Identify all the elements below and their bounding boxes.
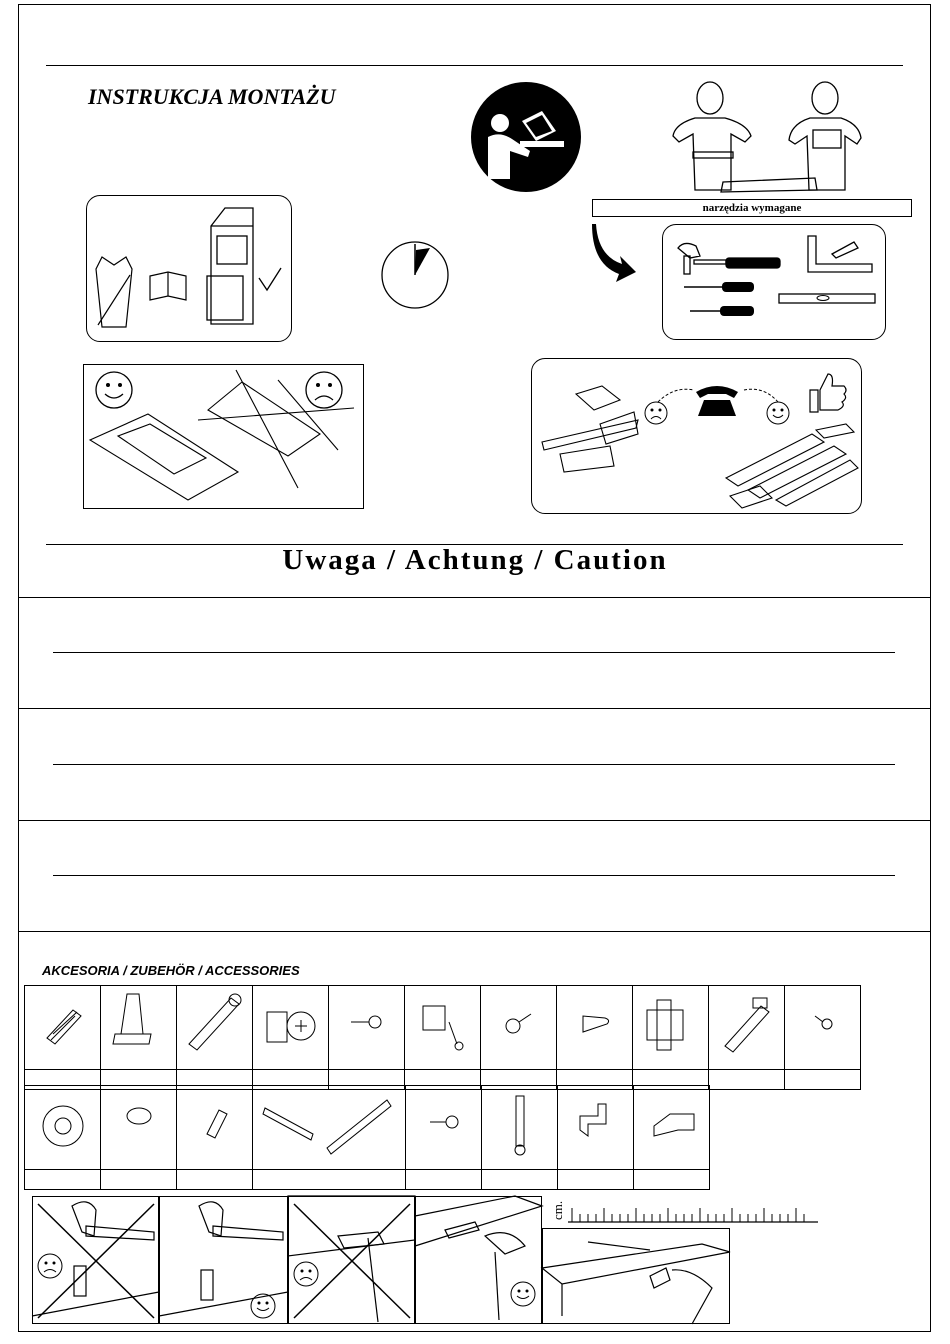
hammer-side-wrong-illustration [288, 1196, 415, 1324]
sad-face-icon [294, 1262, 318, 1286]
accessories-grid-row1 [24, 985, 861, 1090]
leg-cell [101, 986, 177, 1070]
anchor-cell [177, 986, 253, 1070]
sad-face-icon [38, 1254, 62, 1278]
anchor-bolt-icon [177, 986, 252, 1064]
section-divider [18, 931, 931, 932]
happy-face-icon [511, 1282, 535, 1306]
curved-arrow-icon [592, 222, 642, 286]
screw-icon [406, 1086, 481, 1164]
bracket-screw-cell [405, 986, 481, 1070]
writing-line [53, 652, 895, 653]
screwdriver-icon [690, 304, 760, 318]
screw-cell-2 [406, 1086, 482, 1170]
clock-icon [380, 240, 450, 310]
page-title: INSTRUKCJA MONTAŻU [88, 84, 336, 109]
writing-line [53, 875, 895, 876]
screw-icon [329, 986, 404, 1064]
hinge-clip-icon [633, 986, 708, 1064]
cover-cap-icon [25, 1086, 100, 1164]
caution-heading: Uwaga / Achtung / Caution [282, 544, 668, 576]
felt-pad-icon [101, 1086, 176, 1164]
square-ruler-icon [806, 234, 876, 274]
read-instructions-icon [470, 81, 582, 193]
shelf-support-icon [557, 986, 632, 1064]
top-rule [46, 65, 903, 66]
writing-line [53, 764, 895, 765]
shelf-support-cell [557, 986, 633, 1070]
countersunk-screw-icon [481, 986, 556, 1064]
accessories-heading: AKCESORIA / ZUBEHÖR / ACCESSORIES [42, 963, 300, 978]
manual-book-icon [148, 270, 188, 304]
pin-cell [177, 1086, 253, 1170]
bracket-screw-icon [405, 986, 480, 1064]
clip-bracket-cell [634, 1086, 710, 1170]
screwdriver-icon [684, 280, 774, 294]
happy-face-icon [251, 1294, 275, 1318]
bottom-rule [18, 1331, 931, 1332]
ruler-unit-label: cm. [550, 1200, 565, 1220]
cam-cell [253, 986, 329, 1070]
accessories-grid-row2 [24, 1085, 710, 1190]
hammer-right-illustration [159, 1196, 288, 1324]
hinge-clip-cell [633, 986, 709, 1070]
ruler-icon [568, 1202, 818, 1224]
filing-cabinet-icon [205, 206, 285, 330]
felt-pad-cell [101, 1086, 177, 1170]
furniture-leg-icon [101, 986, 176, 1064]
drawer-runners-cell [253, 1086, 406, 1170]
broken-parts-illustration [540, 384, 640, 474]
screw-cell [329, 986, 405, 1070]
hinge-arm-icon [709, 986, 784, 1064]
angle-bracket-cell [558, 1086, 634, 1170]
hammer-wrong-illustration [32, 1196, 159, 1324]
drawer-runners-icon [253, 1086, 405, 1164]
tools-required-label: narzędzia wymagane [592, 199, 912, 217]
countersunk-cell [481, 986, 557, 1070]
measure-hammer-illustration [542, 1228, 730, 1324]
long-screw-icon [482, 1086, 557, 1164]
small-screw-cell [785, 986, 861, 1070]
clip-bracket-icon [634, 1086, 709, 1164]
hinge-arm-cell [709, 986, 785, 1070]
panels-sorted-illustration [720, 420, 860, 510]
spirit-level-icon [778, 292, 878, 306]
rug-with-panel-illustration [88, 400, 358, 504]
hammer-side-right-illustration [415, 1196, 542, 1324]
section-divider [18, 597, 931, 598]
hammer-icon [676, 240, 786, 280]
small-screw-icon [785, 986, 860, 1064]
thumbs-up-icon [808, 372, 848, 416]
cover-cap-cell [25, 1086, 101, 1170]
two-workers-icon [665, 80, 865, 200]
dowel-cell [25, 986, 101, 1070]
cam-lock-icon [253, 986, 328, 1064]
section-divider [18, 820, 931, 821]
long-screw-cell [482, 1086, 558, 1170]
trash-bin-icon [94, 255, 134, 331]
section-divider [18, 708, 931, 709]
angle-bracket-icon [558, 1086, 633, 1164]
pin-icon [177, 1086, 252, 1164]
dowel-icon [25, 986, 100, 1064]
